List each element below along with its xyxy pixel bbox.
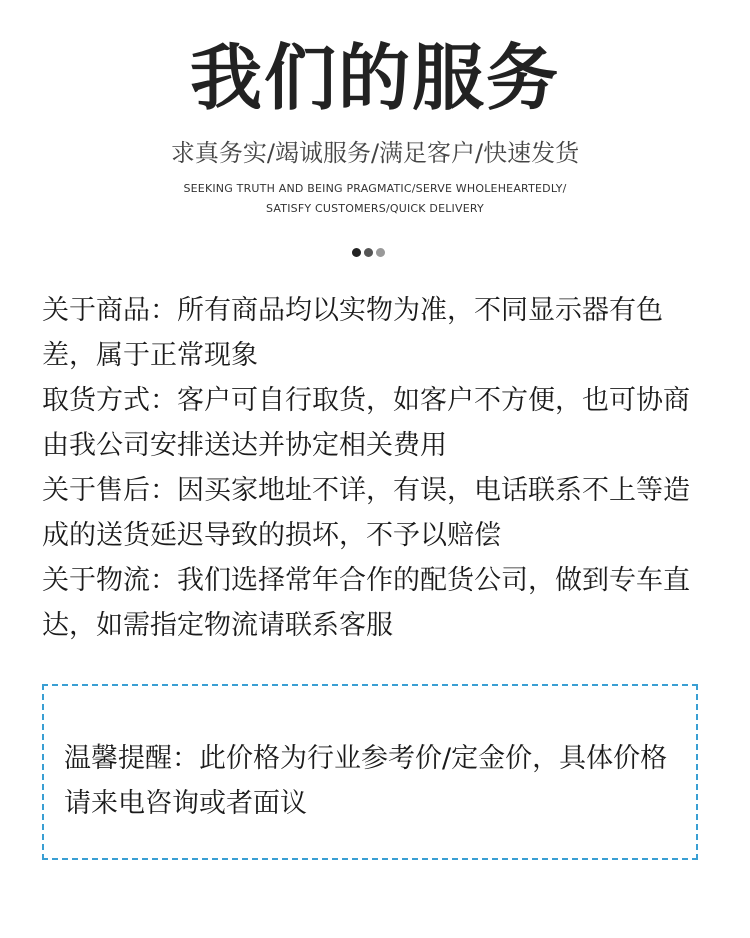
- page-subtitle: 求真务实/竭诚服务/满足客户/快速发货: [170, 139, 580, 167]
- english-tagline-line-2: SATISFY CUSTOMERS/QUICK DELIVERY: [266, 202, 484, 215]
- pager-dot-1: [352, 248, 361, 257]
- pager-dot-3: [376, 248, 385, 257]
- page-title: 我们的服务: [189, 36, 560, 120]
- terms-paragraph-goods: 关于商品：所有商品均以实物为准，不同显示器有色差，属于正常现象: [42, 295, 663, 371]
- terms-paragraph-logistics: 关于物流：我们选择常年合作的配货公司，做到专车直达，如需指定物流请联系客服: [42, 565, 690, 641]
- price-notice-box: [42, 684, 698, 860]
- terms-paragraph-pickup: 取货方式：客户可自行取货，如客户不方便，也可协商由我公司安排送达并协定相关费用: [42, 385, 690, 461]
- pager-dots: [352, 248, 385, 257]
- price-notice-text: 温馨提醒：此价格为行业参考价/定金价，具体价格请来电咨询或者面议: [64, 743, 668, 819]
- service-terms: [42, 288, 712, 648]
- english-tagline-line-1: SEEKING TRUTH AND BEING PRAGMATIC/SERVE WHOLEHEARTEDLY/: [183, 182, 567, 195]
- pager-dot-2: [364, 248, 373, 257]
- terms-paragraph-after-sales: 关于售后：因买家地址不详，有误，电话联系不上等造成的送货延迟导致的损坏，不予以赔偿: [42, 475, 690, 551]
